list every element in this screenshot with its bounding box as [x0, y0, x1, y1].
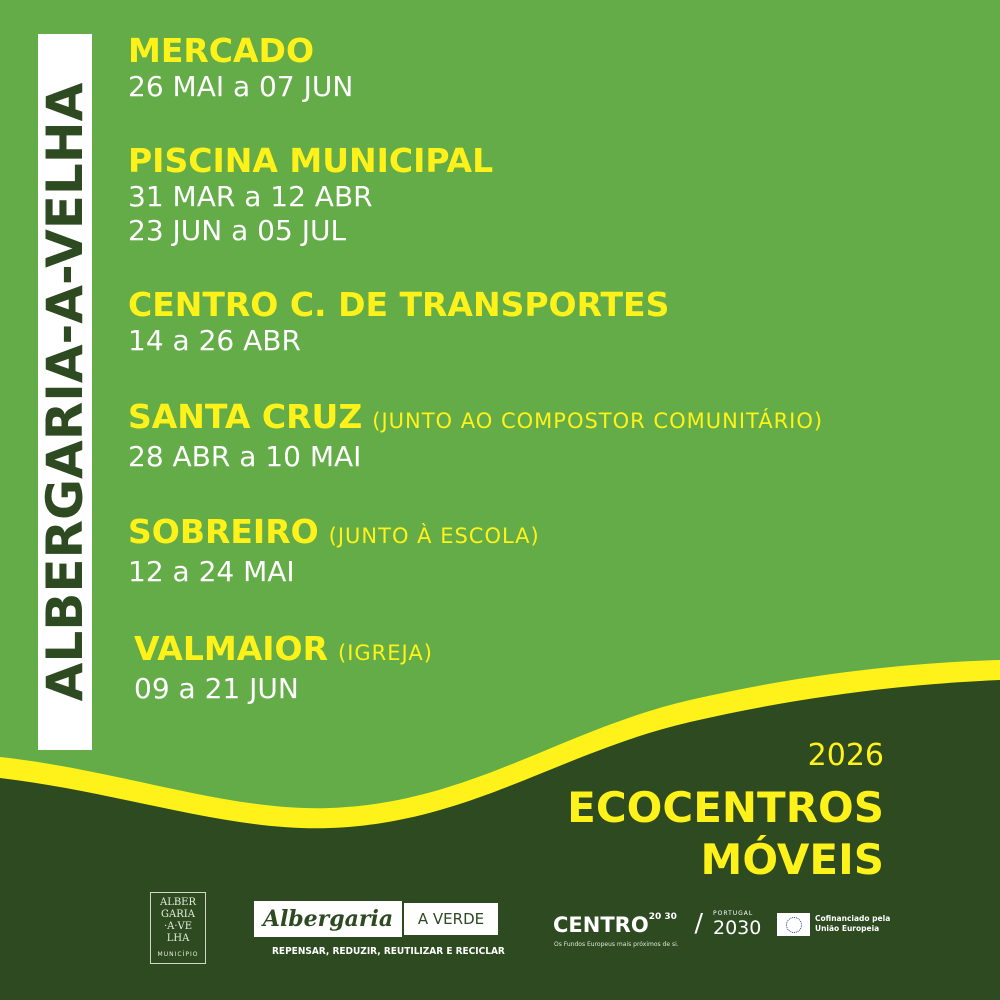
- location-note: (JUNTO À ESCOLA): [328, 524, 540, 548]
- crest-line: GARIA: [161, 909, 195, 920]
- year-label: 2026: [807, 738, 884, 773]
- location-sobreiro: [128, 513, 540, 589]
- portugal-2030-logo: [695, 910, 761, 940]
- location-piscina: [128, 142, 493, 248]
- location-date: 14 a 26 ABR: [128, 324, 301, 357]
- location-date: 28 ABR a 10 MAI: [128, 440, 362, 473]
- centro-text: CENTRO: [553, 913, 649, 937]
- albergaria-a-verde-logo: [254, 901, 500, 937]
- centro-2030-logo: [553, 913, 677, 937]
- location-date: 09 a 21 JUN: [134, 672, 299, 705]
- a-verde-text: A VERDE: [417, 910, 485, 928]
- location-mercado: [128, 32, 353, 104]
- location-name: SANTA CRUZ: [128, 397, 363, 436]
- crest-line: ALBER: [159, 897, 197, 908]
- eu-cofinanced-label: [815, 914, 890, 934]
- eu-line-1: Cofinanciado pela: [815, 914, 891, 923]
- location-name: MERCADO: [128, 31, 314, 70]
- albergaria-wordmark: [254, 901, 402, 937]
- location-note: (IGREJA): [338, 641, 433, 665]
- title-line-2: MÓVEIS: [700, 835, 884, 884]
- albergaria-tagline: REPENSAR, REDUZIR, REUTILIZAR E RECICLAR: [272, 946, 505, 957]
- albergaria-wordmark-text: Albergaria: [262, 906, 394, 932]
- location-name-row: [128, 513, 540, 555]
- centro-sup: 20 30: [648, 912, 677, 922]
- crest-line: ·A·VE: [163, 921, 193, 932]
- location-name-row: [134, 630, 433, 672]
- eu-line-2: União Europeia: [815, 924, 880, 933]
- title-line-1: ECOCENTROS: [567, 783, 884, 832]
- location-date: 31 MAR a 12 ABR: [128, 180, 373, 213]
- location-name: CENTRO C. DE TRANSPORTES: [128, 285, 670, 324]
- portugal-2030-number: 2030: [713, 917, 762, 939]
- a-verde-box: [402, 901, 500, 937]
- portugal-2030-mark-icon: ⧸: [695, 912, 703, 937]
- location-santa-cruz: [128, 398, 823, 474]
- crest-municipio-label: MUNICÍPIO: [157, 951, 199, 958]
- main-title: [567, 782, 884, 886]
- portugal-small-text: PORTUGAL: [713, 910, 754, 917]
- municipio-crest-logo: [150, 892, 206, 964]
- location-valmaior: [134, 630, 433, 706]
- location-date: 23 JUN a 05 JUL: [128, 214, 347, 247]
- location-name: VALMAIOR: [134, 629, 328, 668]
- location-name: SOBREIRO: [128, 512, 319, 551]
- location-note: (JUNTO AO COMPOSTOR COMUNITÁRIO): [372, 409, 824, 433]
- side-title: ALBERGARIA-A-VELHA: [36, 82, 94, 702]
- location-date: 26 MAI a 07 JUN: [128, 70, 354, 103]
- eu-flag-icon: [777, 913, 810, 936]
- location-date: 12 a 24 MAI: [128, 555, 295, 588]
- location-centro-transportes: [128, 286, 669, 358]
- centro-tagline: Os Fundos Europeus mais próximos de si.: [554, 941, 679, 948]
- location-name: PISCINA MUNICIPAL: [128, 141, 494, 180]
- location-name-row: [128, 398, 823, 440]
- crest-line: LHA: [166, 933, 190, 944]
